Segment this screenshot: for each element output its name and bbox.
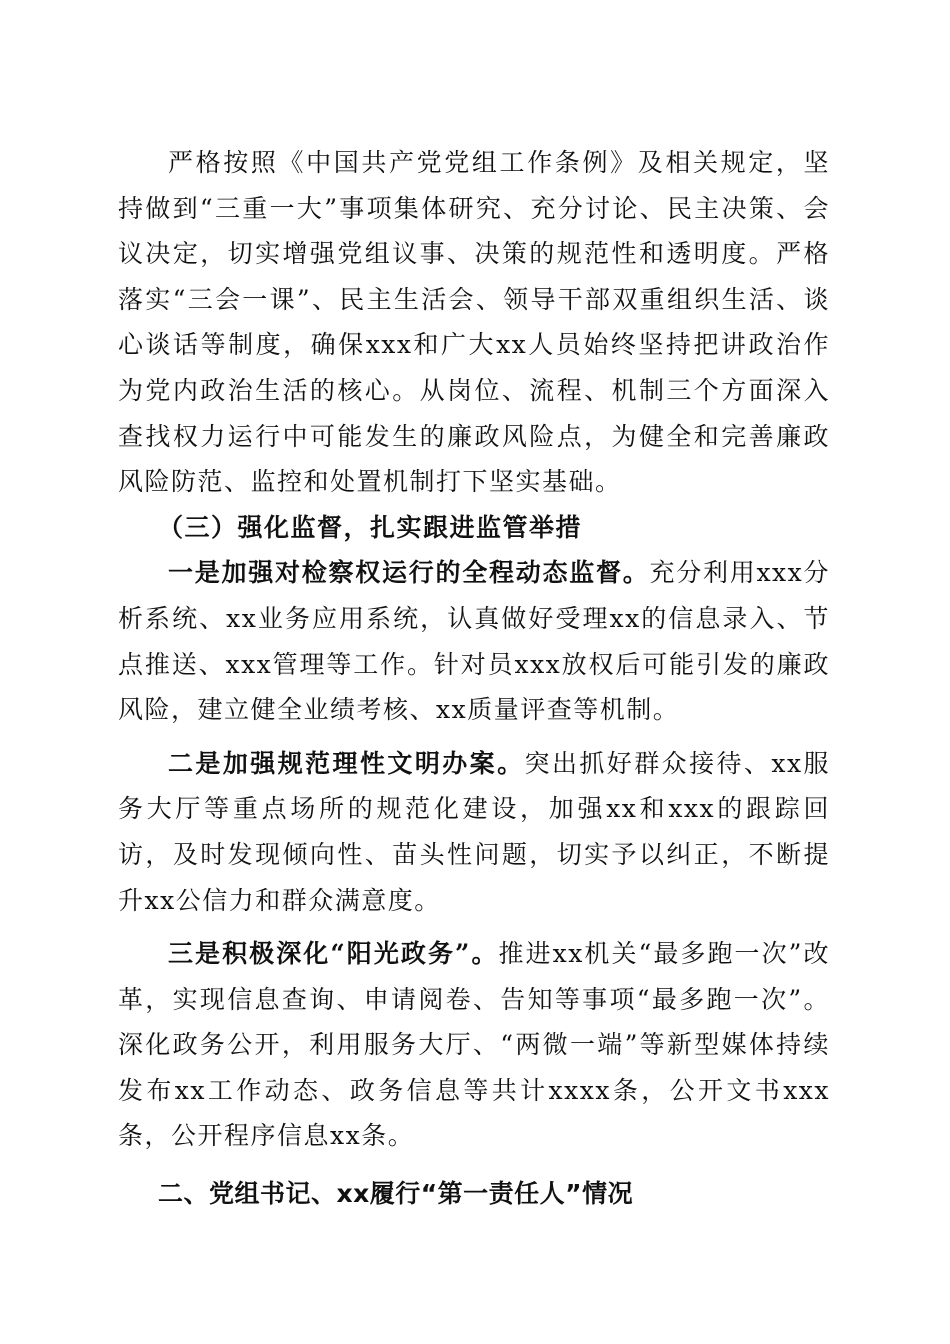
item-lead-text: 一是加强对检察权运行的全程动态监督。: [168, 558, 650, 588]
paragraph-gap: [118, 923, 830, 931]
paragraph-gap: [118, 733, 830, 741]
item-procuratorial-supervision: [118, 550, 830, 732]
paragraph-party-group-rules: 严格按照《中国共产党党组工作条例》及相关规定，坚持做到“三重一大”事项集体研究、充分讨论、民主决策、会议决定，切实增强党组议事、决策的规范性和透明度。严格落实“三会一课”、民主生活会、领导干部双重组织生活、谈心谈话等制度，确保xxx和广大xx人员始终坚持把讲政治作为党内政治生活的核心。从岗位、流程、机制三个方面深入查找权力运行中可能发生的廉政风险点，为健全和完善廉政风险防范、监控和处置机制打下坚实基础。: [118, 148, 830, 497]
item-standardized-case-handling: [118, 741, 830, 923]
item-sunshine-affairs: [118, 931, 830, 1159]
section-heading: 二、党组书记、xx履行“第一责任人”情况: [158, 1179, 634, 1209]
item-body-text: 充分利用xxx分析系统、xx业务应用系统，认真做好受理xx的信息录入、节点推送、xxx管理等工作。针对员xxx放权后可能引发的廉政风险，建立健全业绩考核、xx质量评查等机制。: [118, 558, 830, 725]
item-lead-text: 二是加强规范理性文明办案。: [168, 748, 525, 778]
item-body-text: 突出抓好群众接待、xx服务大厅等重点场所的规范化建设，加强xx和xxx的跟踪回访，及时发现倾向性、苗头性问题，切实予以纠正，不断提升xx公信力和群众满意度。: [118, 748, 830, 915]
document-body: [118, 140, 830, 1217]
subsection-heading: （三）强化监督，扎实跟进监管举措: [158, 512, 583, 542]
item-lead-text: 三是积极深化“阳光政务”。: [168, 939, 499, 969]
item-body-text: 推进xx机关“最多跑一次”改革，实现信息查询、申请阅卷、告知等事项“最多跑一次”。深化政务公开，利用服务大厅、“两微一端”等新型媒体持续发布xx工作动态、政务信息等共计xxxx条，公开文书xxx条，公开程序信息xx条。: [118, 939, 830, 1151]
